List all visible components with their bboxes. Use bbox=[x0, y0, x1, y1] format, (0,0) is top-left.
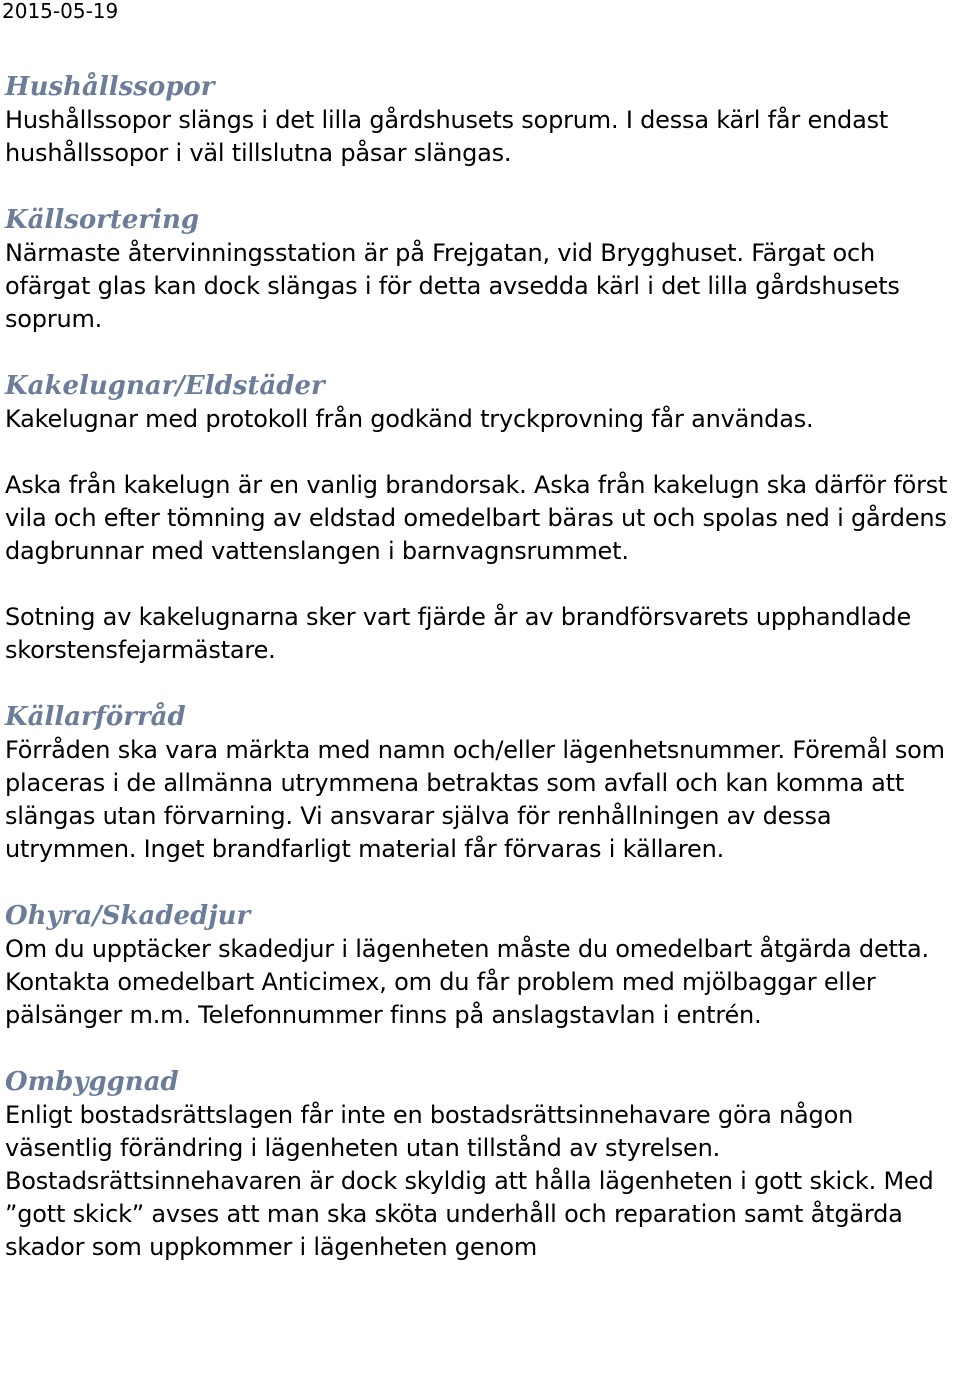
section-heading: Källsortering bbox=[5, 205, 200, 235]
paragraph-spacer bbox=[5, 568, 957, 601]
section-ombyggnad bbox=[5, 1065, 957, 1264]
section-paragraph: Sotning av kakelugnarna sker vart fjärde år av brandförsvarets upphandlade skorstensfejarmästare. bbox=[5, 603, 912, 664]
section-heading: Ombyggnad bbox=[5, 1067, 179, 1097]
section-kallsortering bbox=[5, 203, 957, 336]
section-paragraph: Aska från kakelugn är en vanlig brandorsak. Aska från kakelugn ska därför först vila och efter tömning av eldstad omedelbart bäras ut och spolas ned i gårdens dagbrunnar med vattenslangen i barnvagnsrummet. bbox=[5, 471, 948, 565]
section-heading: Ohyra/Skadedjur bbox=[5, 901, 251, 931]
document-page bbox=[2, 0, 957, 1264]
section-kakelugnar bbox=[5, 369, 957, 667]
section-paragraph: Närmaste återvinningsstation är på Frejgatan, vid Brygghuset. Färgat och ofärgat glas kan dock slängas i för detta avsedda kärl i det lilla gårdshusets soprum. bbox=[5, 239, 900, 333]
section-paragraph: Kakelugnar med protokoll från godkänd tryckprovning får användas. bbox=[5, 405, 814, 433]
section-heading: Kakelugnar/Eldstäder bbox=[5, 371, 325, 401]
paragraph-spacer bbox=[5, 436, 957, 469]
section-kallarforrad bbox=[5, 700, 957, 866]
section-paragraph: Förråden ska vara märkta med namn och/eller lägenhetsnummer. Föremål som placeras i de allmänna utrymmena betraktas som avfall och kan komma att slängas utan förvarning. Vi ansvarar själva för renhållningen av dessa utrymmen. Inget brandfarligt material får förvaras i källaren. bbox=[5, 736, 945, 863]
section-paragraph: Hushållssopor slängs i det lilla gårdshusets soprum. I dessa kärl får endast hushållssopor i väl tillslutna påsar slängas. bbox=[5, 106, 889, 167]
section-hushallssopor bbox=[5, 70, 957, 170]
section-heading: Hushållssopor bbox=[5, 72, 215, 102]
section-paragraph: Enligt bostadsrättslagen får inte en bostadsrättsinnehavare göra någon väsentlig förändring i lägenheten utan tillstånd av styrelsen. Bostadsrättsinnehavaren är dock skyldig att hålla lägenheten i gott skick. Med ”gott skick” avses att man ska sköta underhåll och reparation samt åtgärda skador som uppkommer i lägenheten genom bbox=[5, 1101, 934, 1261]
document-date: 2015-05-19 bbox=[2, 0, 119, 23]
section-heading: Källarförråd bbox=[5, 702, 186, 732]
section-ohyra bbox=[5, 899, 957, 1032]
section-paragraph: Om du upptäcker skadedjur i lägenheten måste du omedelbart åtgärda detta. Kontakta omedelbart Anticimex, om du får problem med mjölbaggar eller pälsänger m.m. Telefonnummer finns på anslagstavlan i entrén. bbox=[5, 935, 929, 1029]
